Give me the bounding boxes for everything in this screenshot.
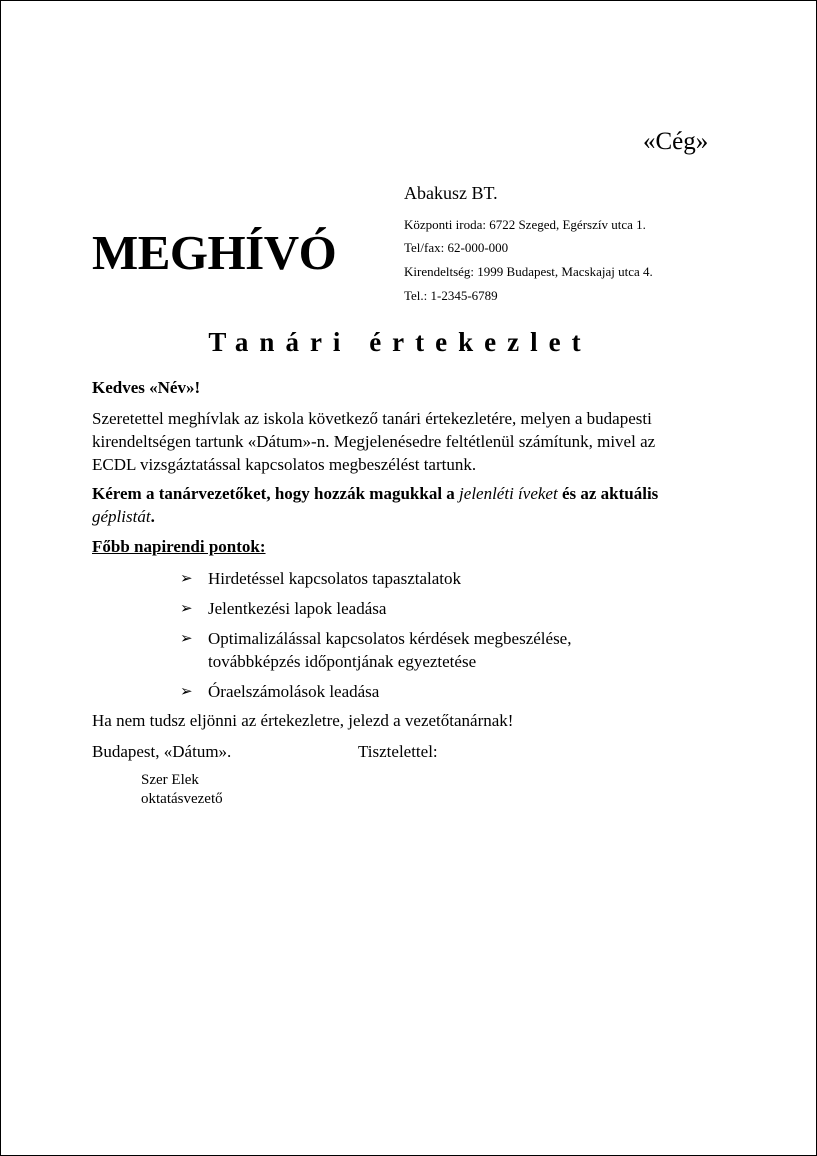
sender-branch-line: Kirendeltség: 1999 Budapest, Macskajaj utca 4. [404, 264, 653, 279]
agenda-list-item [180, 627, 660, 673]
arrow-bullet-icon: ➢ [180, 629, 193, 647]
sender-address-line: Központi iroda: 6722 Szeged, Egérszív utca 1. [404, 217, 646, 232]
agenda-list-item [180, 680, 660, 703]
request-paragraph [92, 482, 702, 528]
closing-note: Ha nem tudsz eljönni az értekezletre, jelezd a vezetőtanárnak! [92, 711, 514, 730]
signer-name: Szer Elek [141, 772, 199, 788]
agenda-item-text: Hirdetéssel kapcsolatos tapasztalatok [208, 569, 462, 588]
agenda-item-text: Óraelszámolások leadása [208, 682, 380, 701]
body-paragraph: Szeretettel meghívlak az iskola következő tanári értekezletére, melyen a budapesti kirendeltségen tartunk «Dátum»-n. Megjelenésedre feltétlenül számítunk, mivel az ECDL vizsgáztatással kapcsolatos megbeszélést tartunk. [92, 409, 656, 474]
arrow-bullet-icon: ➢ [180, 682, 193, 700]
company-merge-field: «Cég» [643, 128, 709, 155]
request-text: . [150, 507, 155, 526]
agenda-item-text: Jelentkezési lapok leadása [208, 599, 387, 618]
agenda-list-item [180, 567, 660, 590]
regards: Tisztelettel: [358, 742, 438, 761]
place-and-date: Budapest, «Dátum». [92, 742, 232, 761]
request-italic-text: jelenléti íveket [459, 484, 558, 503]
agenda-item-text: Optimalizálással kapcsolatos kérdések megbeszélése, továbbképzés időpontjának egyeztetése [208, 629, 572, 671]
agenda-list-item [180, 597, 660, 620]
arrow-bullet-icon: ➢ [180, 569, 193, 587]
sender-name: Abakusz BT. [404, 183, 498, 203]
document-title: MEGHÍVÓ [92, 225, 337, 280]
sender-branch-phone-line: Tel.: 1-2345-6789 [404, 288, 498, 303]
sender-phone-line: Tel/fax: 62-000-000 [404, 240, 509, 255]
request-text: és az aktuális [557, 484, 659, 503]
document-subject: Tanári értekezlet [208, 327, 592, 357]
request-italic-text: géplistát [92, 507, 151, 526]
request-text: Kérem a tanárvezetőket, hogy hozzák magukkal a [92, 484, 460, 503]
signer-role: oktatásvezető [141, 791, 223, 807]
agenda-heading: Főbb napirendi pontok: [92, 537, 266, 556]
arrow-bullet-icon: ➢ [180, 599, 193, 617]
salutation: Kedves «Név»! [92, 378, 201, 397]
